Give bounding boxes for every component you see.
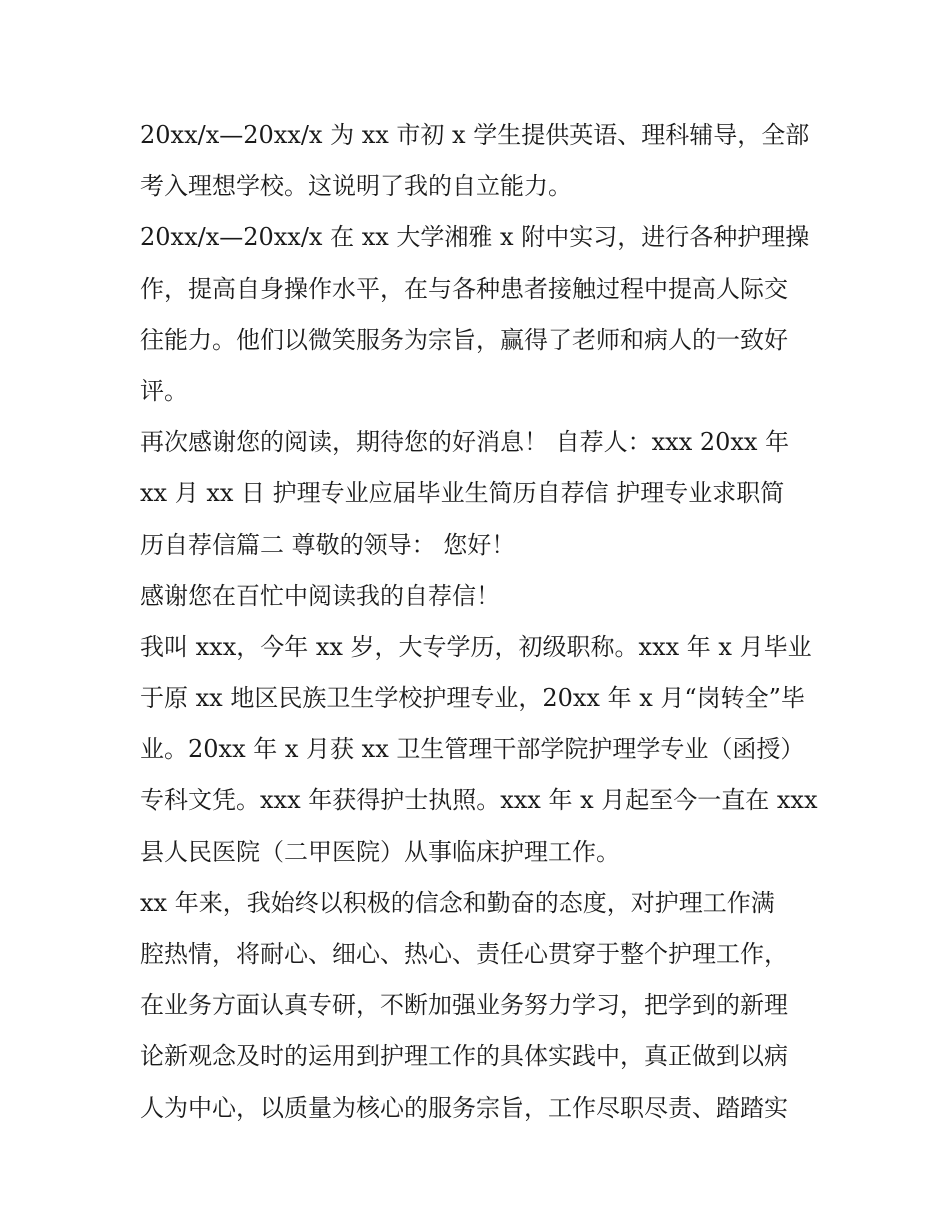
text-line-5: 往能力。他们以微笑服务为宗旨，赢得了老师和病人的一致好 <box>140 325 788 354</box>
text-line-4: 作，提高自身操作水平，在与各种患者接触过程中提高人际交 <box>140 274 788 303</box>
text-line-16: xx 年来，我始终以积极的信念和勤奋的态度，对护理工作满 <box>140 888 775 917</box>
text-line-2: 考入理想学校。这说明了我的自立能力。 <box>140 172 572 201</box>
text-line-9: 历自荐信篇二 尊敬的领导： 您好！ <box>140 530 516 559</box>
text-line-1: 20xx/x—20xx/x 为 xx 市初 x 学生提供英语、理科辅导，全部 <box>140 121 810 149</box>
text-line-20: 人为中心，以质量为核心的服务宗旨，工作尽职尽责、踏踏实 <box>140 1093 788 1122</box>
text-line-8: xx 月 xx 日 护理专业应届毕业生简历自荐信 护理专业求职简 <box>140 479 785 508</box>
text-line-18: 在业务方面认真专研，不断加强业务努力学习，把学到的新理 <box>140 991 788 1020</box>
text-line-17: 腔热情，将耐心、细心、热心、责任心贯穿于整个护理工作， <box>140 940 788 968</box>
text-line-14: 专科文凭。xxx 年获得护士执照。xxx 年 x 月起至今一直在 xxx <box>140 786 818 815</box>
text-line-6: 评。 <box>140 376 188 405</box>
document-body <box>140 110 820 1134</box>
text-line-3: 20xx/x—20xx/x 在 xx 大学湘雅 x 附中实习，进行各种护理操 <box>140 223 810 252</box>
text-line-11: 我叫 xxx，今年 xx 岁，大专学历，初级职称。xxx 年 x 月毕业 <box>140 632 812 661</box>
text-line-7: 再次感谢您的阅读，期待您的好消息！ 自荐人：xxx 20xx 年 <box>140 428 790 457</box>
text-line-19: 论新观念及时的运用到护理工作的具体实践中，真正做到以病 <box>140 1042 788 1071</box>
text-line-15: 县人民医院（二甲医院）从事临床护理工作。 <box>140 837 620 866</box>
text-line-13: 业。20xx 年 x 月获 xx 卫生管理干部学院护理学专业（函授） <box>140 735 805 764</box>
text-line-12: 于原 xx 地区民族卫生学校护理专业，20xx 年 x 月“岗转全”毕 <box>140 684 805 713</box>
text-line-10: 感谢您在百忙中阅读我的自荐信！ <box>140 581 500 610</box>
